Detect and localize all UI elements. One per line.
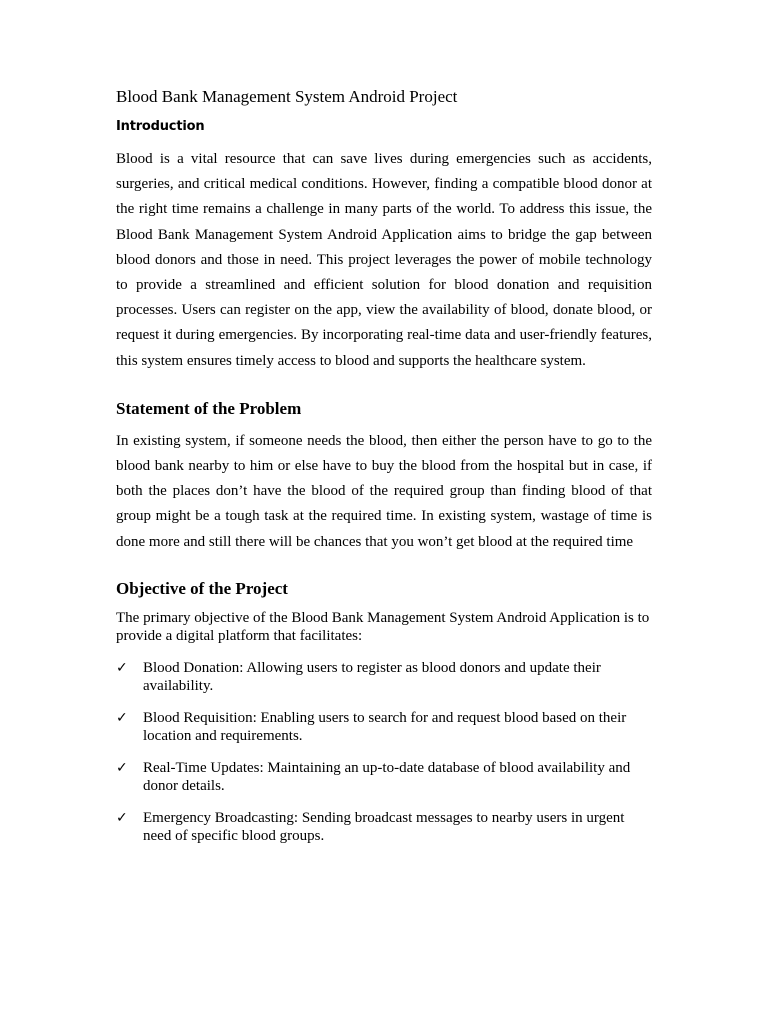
list-item <box>116 709 652 745</box>
introduction-heading: Introduction <box>116 119 205 134</box>
check-mark-icon: ✓ <box>116 759 128 776</box>
list-item-text: Real-Time Updates: Maintaining an up-to-date database of blood availability and donor details. <box>143 759 631 794</box>
objective-checklist <box>116 659 652 845</box>
objective-heading: Objective of the Project <box>116 578 288 598</box>
list-item <box>116 759 652 795</box>
objective-intro-paragraph: The primary objective of the Blood Bank Management System Android Application is to provide a digital platform that facilitates: <box>116 609 650 644</box>
list-item <box>116 809 652 845</box>
check-mark-icon: ✓ <box>116 809 128 826</box>
problem-paragraph: In existing system, if someone needs the blood, then either the person have to go to the blood bank nearby to him or else have to buy the blood from the hospital but in case, if both the places don’t have the blood of the required group than finding blood of that group might be a tough task at the required time. In existing system, wastage of time is done more and still there will be chances that you won’t get blood at the required time <box>116 432 652 550</box>
list-item-text: Blood Requisition: Enabling users to search for and request blood based on their location and requirements. <box>143 709 627 744</box>
document-title: Blood Bank Management System Android Project <box>116 87 458 106</box>
check-mark-icon: ✓ <box>116 709 128 726</box>
list-item <box>116 659 652 695</box>
introduction-paragraph: Blood is a vital resource that can save lives during emergencies such as accidents, surgeries, and critical medical conditions. However, finding a compatible blood donor at the right time remains a challenge in many parts of the world. To address this issue, the Blood Bank Management System Android Application aims to bridge the gap between blood donors and those in need. This project leverages the power of mobile technology to provide a streamlined and efficient solution for blood donation and requisition processes. Users can register on the app, view the availability of blood, donate blood, or request it during emergencies. By incorporating real-time data and user-friendly features, this system ensures timely access to blood and supports the healthcare system. <box>116 151 652 369</box>
list-item-text: Emergency Broadcasting: Sending broadcast messages to nearby users in urgent need of specific blood groups. <box>143 809 625 844</box>
list-item-text: Blood Donation: Allowing users to register as blood donors and update their availability. <box>143 659 601 694</box>
document-page <box>116 86 652 859</box>
problem-heading: Statement of the Problem <box>116 398 302 418</box>
check-mark-icon: ✓ <box>116 659 128 676</box>
